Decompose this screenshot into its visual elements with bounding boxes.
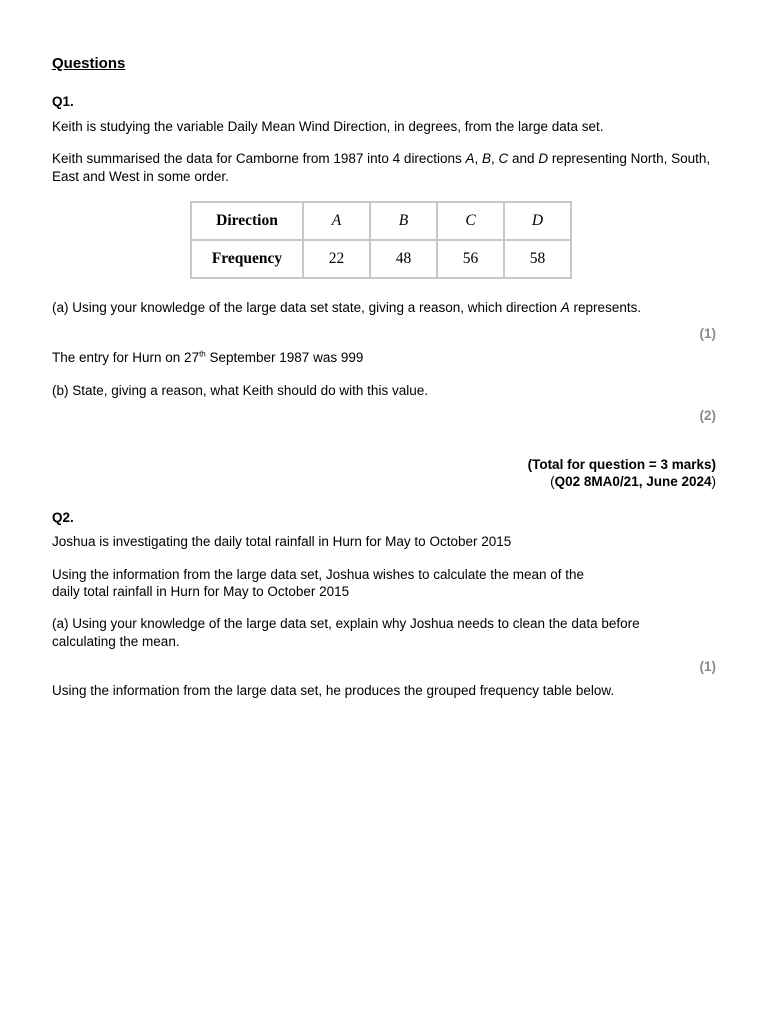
q1-reference: (Q02 8MA0/21, June 2024) xyxy=(550,474,716,489)
q2-grouped-intro: Using the information from the large data set, he produces the grouped frequency table below. xyxy=(52,683,615,698)
q1-summary: Keith summarised the data for Camborne from 1987 into 4 directions A, B, C and D representing North, South, East and West in some order. xyxy=(52,151,711,184)
table-cell: 58 xyxy=(504,240,571,278)
q1-part-b: (b) State, giving a reason, what Keith should do with this value. xyxy=(52,383,428,398)
table-cell: A xyxy=(303,202,370,240)
q2-part-a-line-1: (a) Using your knowledge of the large data set, explain why Joshua needs to clean the data before xyxy=(52,616,640,631)
q1-part-a-marks: (1) xyxy=(699,326,716,341)
table-cell: C xyxy=(437,202,504,240)
q1-entry-statement: The entry for Hurn on 27th September 1987 was 999 xyxy=(52,349,364,365)
q2-part-a-line-2: calculating the mean. xyxy=(52,634,180,649)
table-row-header: Frequency xyxy=(191,240,303,278)
table-cell: 56 xyxy=(437,240,504,278)
q1-part-b-marks: (2) xyxy=(699,408,716,423)
table-row-header: Direction xyxy=(191,202,303,240)
q1-total-marks: (Total for question = 3 marks) xyxy=(527,457,716,472)
table-cell: D xyxy=(504,202,571,240)
table-cell: 48 xyxy=(370,240,437,278)
direction-frequency-table xyxy=(190,201,572,279)
q2-intro: Joshua is investigating the daily total rainfall in Hurn for May to October 2015 xyxy=(52,534,512,549)
q2-part-a-marks: (1) xyxy=(699,659,716,674)
q2-label: Q2. xyxy=(52,510,74,525)
table-row xyxy=(191,240,571,278)
table-row xyxy=(191,202,571,240)
q1-part-a: (a) Using your knowledge of the large data set state, giving a reason, which direction A represents. xyxy=(52,300,642,315)
q2-info-line-1: Using the information from the large data set, Joshua wishes to calculate the mean of the xyxy=(52,567,585,582)
q1-label: Q1. xyxy=(52,94,74,109)
q1-intro: Keith is studying the variable Daily Mean Wind Direction, in degrees, from the large data set. xyxy=(52,119,604,134)
table-cell: B xyxy=(370,202,437,240)
q2-info-line-2: daily total rainfall in Hurn for May to October 2015 xyxy=(52,584,350,599)
table-cell: 22 xyxy=(303,240,370,278)
page-title: Questions xyxy=(52,55,126,72)
